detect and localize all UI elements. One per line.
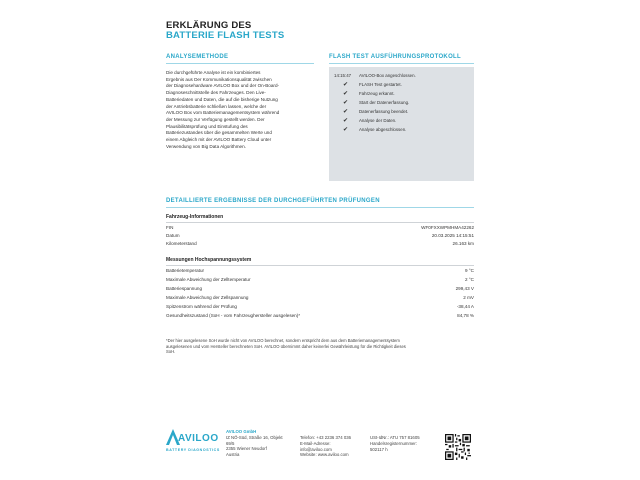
hv-row [166, 304, 474, 311]
vehicle-row-fin [166, 225, 474, 232]
company-line: 2355 Wiener Neudorf [226, 446, 267, 452]
footer-legal [370, 435, 420, 452]
qr-code-icon [445, 434, 471, 460]
analysis-line: Plausibilitätsprüfung und Einstufung des [166, 123, 248, 129]
protocol-divider [329, 63, 474, 64]
hv-row [166, 313, 474, 320]
footer-contact [300, 435, 351, 458]
row-value: 26.163 km [452, 241, 474, 246]
log-text: Fahrzeug erkannt. [359, 90, 395, 96]
row-value: 9 °C [465, 268, 474, 273]
company-line: 69/5 [226, 440, 235, 446]
footnote-line: ausgelesenen und vom Hersteller berechneten SoH. AVILOO übernimmt daher keinerlei Gewährleistung für die Richtigkeit dieses [166, 343, 406, 349]
log-text: Datenerfassung beendet. [359, 108, 409, 114]
hv-row [166, 277, 474, 284]
aviloo-logo [166, 426, 228, 456]
check-icon: ✔ [343, 90, 349, 97]
row-label: Batterietemperatur [166, 268, 205, 273]
analysis-line: einem Abgleich mit der AVILOO Battery Cloud unter [166, 137, 272, 143]
row-label: Gesundheitszustand (SoH - vom Fahrzeughersteller ausgelesen)* [166, 313, 301, 318]
vehicle-info-divider [166, 222, 474, 223]
row-label: FIN [166, 225, 174, 230]
log-text: FLASH Test gestartet. [359, 81, 402, 87]
contact-line: E-Mail-Adresse: [300, 440, 331, 446]
logo-wordmark: AVILOO [178, 433, 219, 444]
row-label: Maximale Abweichung der Zelltemperatur [166, 277, 251, 282]
row-label: Maximale Abweichung der Zellspannung [166, 295, 249, 300]
hv-divider [166, 265, 474, 266]
log-text: Analyse abgeschlossen. [359, 126, 407, 132]
row-label: Kilometerstand [166, 241, 197, 246]
analysis-line: Die durchgeführte Analyse ist ein kombiniertes [166, 70, 261, 75]
check-icon: ✔ [343, 99, 349, 106]
log-time: 14:15:47 [334, 72, 352, 78]
vehicle-info-heading: Fahrzeug-Informationen [166, 214, 224, 220]
contact-line: Website: www.aviloo.com [300, 452, 349, 458]
legal-line: USt-IdNr.: ATU 757 81605 [370, 435, 420, 440]
row-value: 84,78 % [457, 313, 474, 318]
page-title-line-1: ERKLÄRUNG DES [166, 20, 252, 31]
analysis-text [166, 70, 314, 150]
row-value: WF0FXXWPMHMA42262 [421, 225, 474, 230]
row-value: 20.03.2025 14:15:51 [431, 233, 474, 238]
log-text: Start der Datenerfassung. [359, 99, 410, 105]
footnote-line: *Der hier ausgelesene SoH wurde nicht von AVILOO berechnet, sondern entspricht dem aus dem Batteriemanagementsystem [166, 338, 400, 343]
log-text: Analyse der Daten. [359, 117, 397, 123]
row-label: Batteriespannung [166, 286, 203, 291]
row-value: 2 mV [463, 295, 474, 300]
footnote-line: SoH. [166, 349, 176, 355]
check-icon: ✔ [343, 108, 349, 115]
hv-heading: Messungen Hochspannungssystem [166, 257, 252, 263]
check-icon: ✔ [343, 126, 349, 133]
footnote [166, 338, 476, 355]
logo-tagline: BATTERY DIAGNOSTICS [166, 448, 220, 452]
row-label: Datum [166, 233, 180, 238]
legal-line: 502117 h [370, 446, 388, 452]
analysis-line: der Messung zur Verfügung gestellt werden. Der [166, 116, 265, 122]
row-label: Spitzenstrom während der Prüfung [166, 304, 237, 309]
legal-line: Handelsregisternummer: [370, 440, 418, 446]
company-name: AVILOO GmbH [226, 429, 257, 434]
row-value: 2 °C [465, 277, 474, 282]
results-divider [166, 207, 474, 208]
check-icon: ✔ [343, 81, 349, 88]
analysis-line: der Antriebsbatterie schließen lassen, welche der [166, 103, 267, 109]
log-text: AVILOO-Box angeschlossen. [359, 72, 416, 78]
analysis-line: der Diagnosehardware AVILOO Box und der On-Board- [166, 83, 280, 89]
contact-line: info@aviloo.com [300, 446, 332, 452]
footer-company [226, 429, 283, 458]
analysis-heading: ANALYSEMETHODE [166, 54, 229, 60]
analysis-divider [166, 63, 314, 64]
hv-row [166, 286, 474, 293]
company-line: IZ NÖ-Süd, Straße 16, Objekt [226, 434, 283, 440]
results-heading: DETAILLIERTE ERGEBNISSE DER DURCHGEFÜHRTEN PRÜFUNGEN [166, 198, 380, 204]
check-icon: ✔ [343, 117, 349, 124]
analysis-line: Batteriedaten und Daten, die auf die bisherige Nutzung [166, 96, 278, 102]
row-value: -38,44 A [456, 304, 474, 309]
protocol-log [329, 67, 474, 181]
analysis-line: Ergebnis aus Der Kommunikationsqualität zwischen [166, 76, 272, 82]
analysis-line: Verwendung von Big Data Algorithmen. [166, 143, 246, 149]
protocol-heading: FLASH TEST AUSFÜHRUNGSPROTOKOLL [329, 54, 461, 60]
vehicle-row-mileage [166, 241, 474, 248]
hv-row [166, 268, 474, 275]
company-line: Austria [226, 452, 240, 458]
hv-row [166, 295, 474, 302]
row-value: 299,43 V [455, 286, 474, 291]
analysis-line: Diagnoseschnittstelle des Fahrzeuges. Den Live- [166, 90, 266, 96]
contact-line: Telefon: +43 2236 374 036 [300, 435, 352, 440]
vehicle-row-date [166, 233, 474, 240]
analysis-line: Batteriezustandes über die gesammelten Werte und [166, 130, 272, 136]
page-title-line-2: BATTERIE FLASH TESTS [166, 30, 285, 41]
analysis-line: AVILOO Box vom Batteriemanagementsystem während [166, 110, 280, 116]
